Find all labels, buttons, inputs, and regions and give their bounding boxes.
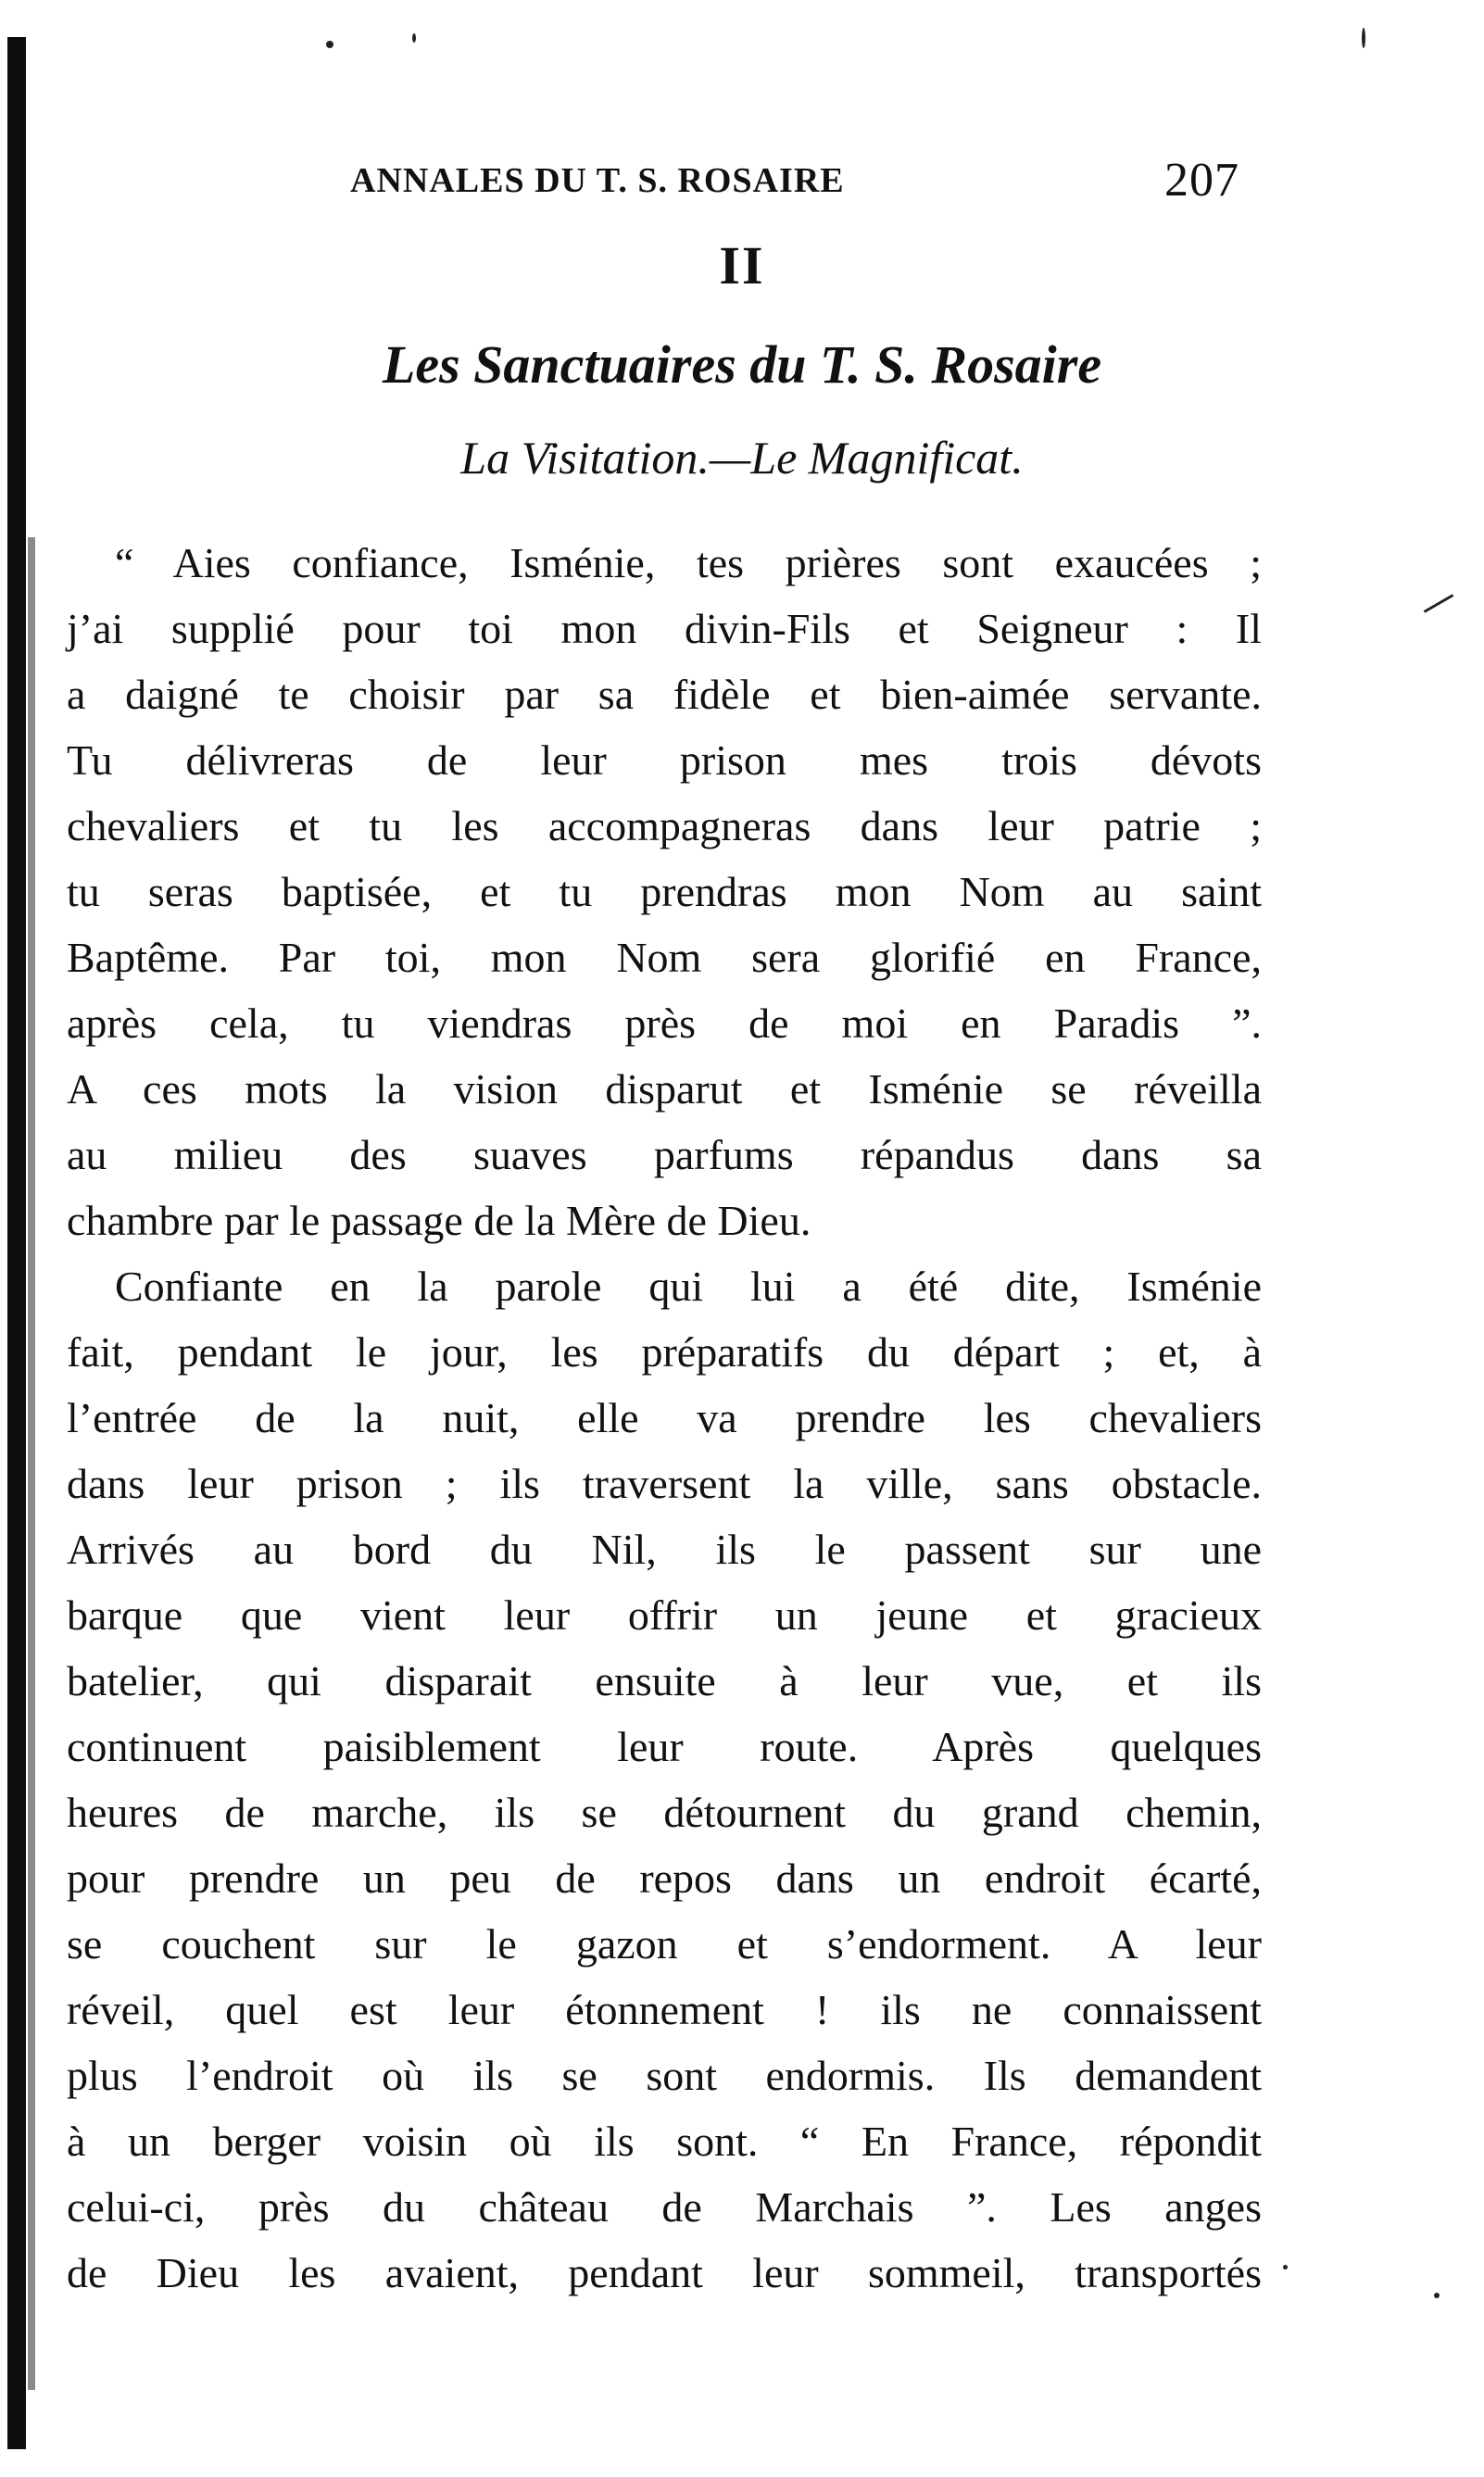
text-line: A ces mots la vision disparut et Isménie se réveilla <box>67 1065 1262 1113</box>
text-line: Baptême. Par toi, mon Nom sera glorifié en France, <box>67 934 1262 981</box>
text-line: heures de marche, ils se détournent du grand chemin, <box>67 1789 1262 1836</box>
scan-speck <box>1424 594 1454 613</box>
text-line: après cela, tu viendras près de moi en Paradis ”. <box>67 1000 1262 1047</box>
text-line: Arrivés au bord du Nil, ils le passent sur une <box>67 1526 1262 1573</box>
text-line: a daigné te choisir par sa fidèle et bien-aimée servante. <box>67 671 1262 718</box>
text-line: “ Aies confiance, Isménie, tes prières sont exaucées ; <box>115 539 1262 586</box>
scan-speck <box>326 41 333 48</box>
text-line: batelier, qui disparait ensuite à leur vue, et ils <box>67 1657 1262 1704</box>
text-line: continuent paisiblement leur route. Après quelques <box>67 1723 1262 1770</box>
text-line: barque que vient leur offrir un jeune et gracieux <box>67 1591 1262 1639</box>
text-line: j’ai supplié pour toi mon divin-Fils et Seigneur : Il <box>67 605 1262 652</box>
page-gutter-shadow-inner <box>28 537 35 2390</box>
text-line: Confiante en la parole qui lui a été dite, Isménie <box>115 1263 1262 1310</box>
text-line: de Dieu les avaient, pendant leur sommeil, transportés <box>67 2249 1262 2296</box>
scan-speck <box>1283 2265 1288 2270</box>
text-line: à un berger voisin où ils sont. “ En France, répondit <box>67 2118 1262 2165</box>
chapter-subtitle: La Visitation.—Le Magnificat. <box>460 432 1024 484</box>
scan-speck <box>1362 28 1365 48</box>
chapter-title: Les Sanctuaires du T. S. Rosaire <box>382 334 1102 395</box>
running-title: ANNALES DU T. S. ROSAIRE <box>350 161 845 200</box>
text-line: réveil, quel est leur étonnement ! ils ne connaissent <box>67 1986 1262 2033</box>
text-line: plus l’endroit où ils se sont endormis. Ils demandent <box>67 2052 1262 2099</box>
body-text <box>67 530 1262 2306</box>
text-line: celui-ci, près du château de Marchais ”. Les anges <box>67 2183 1262 2231</box>
scan-speck <box>412 33 416 43</box>
text-line: chambre par le passage de la Mère de Dieu. <box>67 1197 811 1244</box>
section-number: II <box>719 235 765 295</box>
text-line: tu seras baptisée, et tu prendras mon Nom au saint <box>67 868 1262 915</box>
text-line: fait, pendant le jour, les préparatifs du départ ; et, à <box>67 1328 1262 1376</box>
text-line: pour prendre un peu de repos dans un endroit écarté, <box>67 1855 1262 1902</box>
running-head <box>350 153 1239 208</box>
page-number: 207 <box>1164 154 1239 207</box>
text-line: au milieu des suaves parfums répandus dans sa <box>67 1131 1262 1178</box>
scan-speck <box>1434 2293 1440 2298</box>
text-line: dans leur prison ; ils traversent la ville, sans obstacle. <box>67 1460 1262 1507</box>
text-line: Tu délivreras de leur prison mes trois dévots <box>67 736 1262 784</box>
text-line: chevaliers et tu les accompagneras dans leur patrie ; <box>67 802 1262 849</box>
text-line: l’entrée de la nuit, elle va prendre les chevaliers <box>67 1394 1262 1441</box>
text-line: se couchent sur le gazon et s’endorment. A leur <box>67 1920 1262 1968</box>
page-gutter-shadow <box>7 37 26 2449</box>
